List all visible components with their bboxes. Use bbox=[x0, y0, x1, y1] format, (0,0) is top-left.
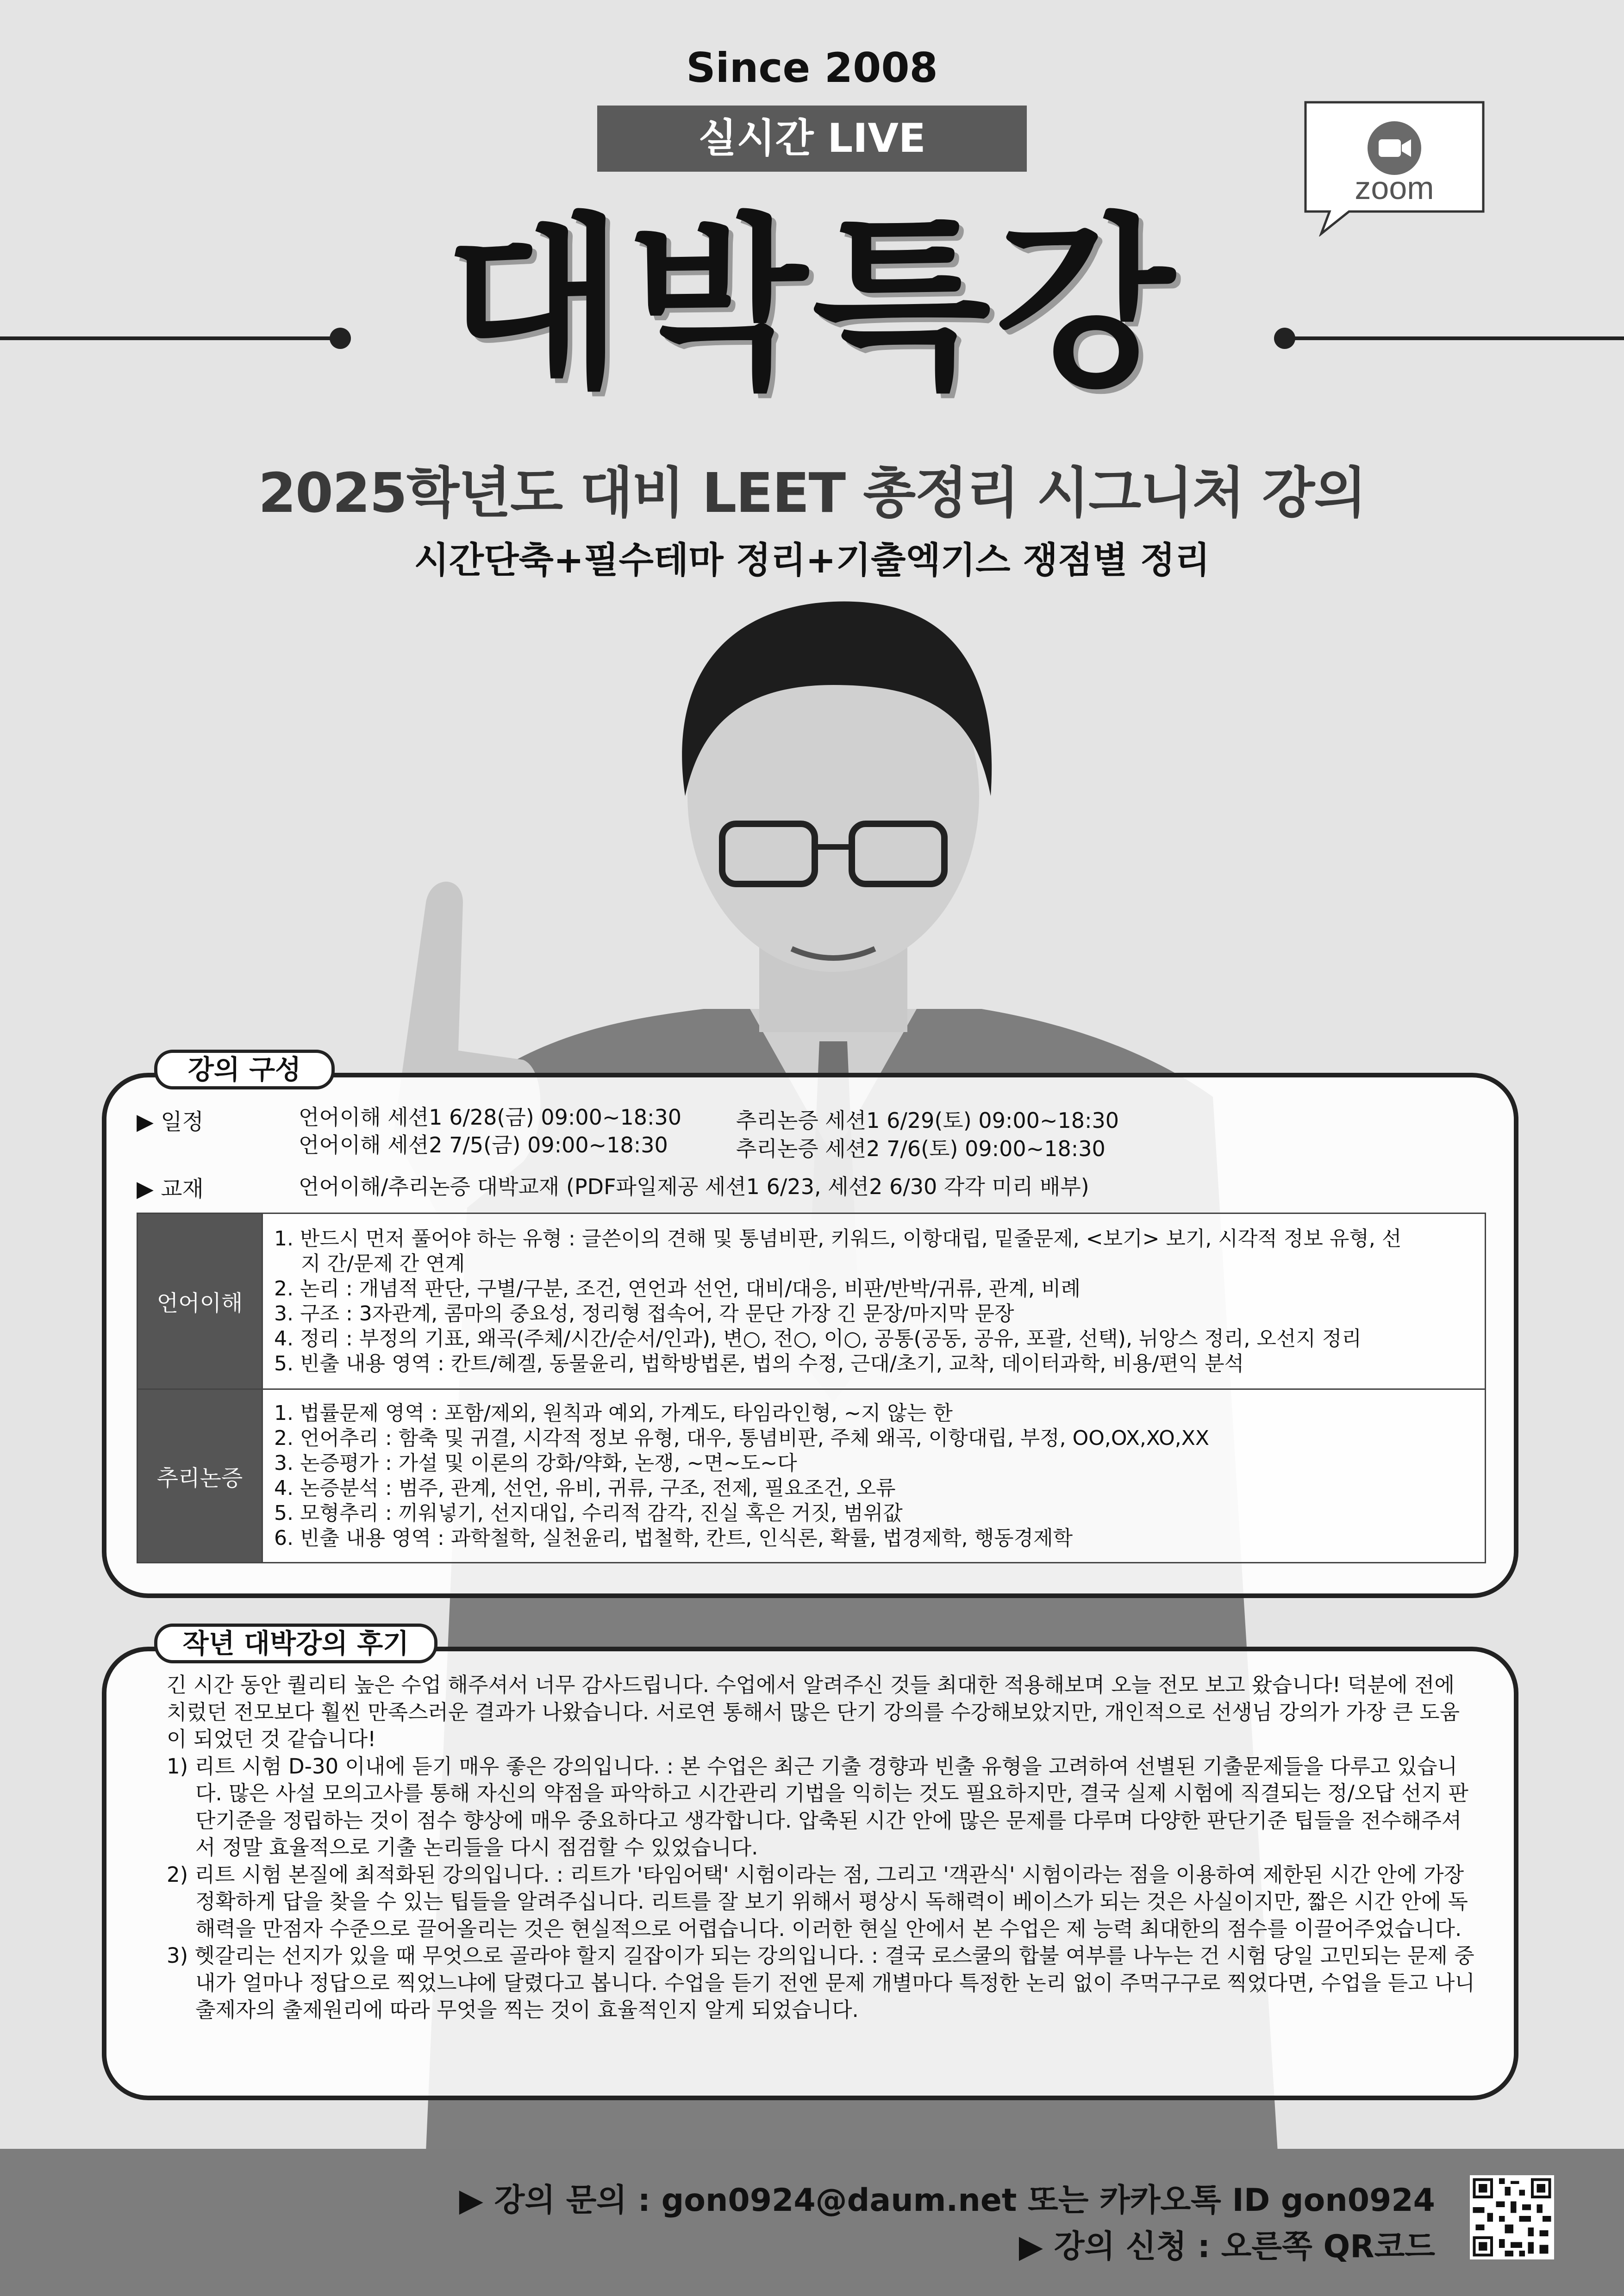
schedule-item: 추리논증 세션2 7/6(토) 09:00~18:30 bbox=[736, 1136, 1106, 1161]
apply-instruction: ▶ 강의 신청 : 오른쪽 QR코드 bbox=[1018, 2228, 1435, 2265]
review-paragraph: 1) 리트 시험 D-30 이내에 듣기 매우 좋은 강의입니다. : 본 수업은 최근 기출 경향과 빈출 유형을 고려하여 선별된 기출문제들을 다루고 있습니다. 많은 사설 모의고사를 통해 자신의 약점을 파악하고 시간관리 기법을 익히는 것도 필요하지만, 결국 실제 시험에 직결되는 정/오답 선지 판단기준을 정립하는 것이 점수 향상에 매우 중요하다고 생각합니다. 압축된 시간 안에 많은 문제를 다루며 다양한 판단기준 팁들을 전수해주셔서 정말 효율적으로 기출 논리들을 다시 점검할 수 있었습니다. bbox=[167, 1754, 1468, 1860]
category-items bbox=[262, 1389, 1486, 1563]
inquiry-contact[interactable]: ▶ 강의 문의 : gon0924@daum.net 또는 카카오톡 ID gon0924 bbox=[459, 2182, 1435, 2219]
table-row bbox=[137, 1213, 1486, 1389]
category-cell: 언어이해 bbox=[137, 1213, 262, 1389]
qr-code-icon[interactable] bbox=[1470, 2175, 1554, 2259]
review-section-tab: 작년 대박강의 후기 bbox=[154, 1624, 437, 1663]
list-item: 4. 정리 : 부정의 기표, 왜곡(주체/시간/순서/인과), 변○, 전○, 이○, 공통(공동, 공유, 포괄, 선택), 뉘앙스 정리, 오선지 정리 bbox=[274, 1326, 1362, 1350]
review-paragraph: 2) 리트 시험 본질에 최적화된 강의입니다. : 리트가 '타임어택' 시험이라는 점, 그리고 '객관식' 시험이라는 점을 이용하여 제한된 시간 안에 가장 정확하게 답을 찾을 수 있는 팁들을 알려주십니다. 리트를 잘 보기 위해서 평상시 독해력이 베이스가 되는 것은 사실이지만, 짧은 시간 안에 독해력을 만점자 수준으로 끌어올리는 것은 현실적으로 어렵습니다. 이러한 현실 안에서 본 수업은 제 능력 최대한의 점수를 이끌어주었습니다. bbox=[167, 1862, 1468, 1941]
course-tagline: 시간단축+필수테마 정리+기출엑기스 쟁점별 정리 bbox=[414, 540, 1210, 581]
course-section-tab: 강의 구성 bbox=[154, 1050, 335, 1089]
category-items bbox=[262, 1213, 1486, 1389]
list-item: 3. 논증평가 : 가설 및 이론의 강화/약화, 논쟁, ~면~도~다 bbox=[274, 1451, 797, 1475]
zoom-logo-text: zoom bbox=[1355, 170, 1434, 206]
schedule-label: ▶ 일정 bbox=[137, 1109, 204, 1135]
course-subtitle: 2025학년도 대비 LEET 총정리 시그니처 강의 bbox=[258, 461, 1366, 525]
list-item: 지 간/문제 간 연계 bbox=[301, 1251, 465, 1276]
textbook-text: 언어이해/추리논증 대박교재 (PDF파일제공 세션1 6/23, 세션2 6/30 각각 미리 배부) bbox=[299, 1174, 1089, 1199]
main-title: 대박특강 bbox=[445, 198, 1179, 413]
list-item: 1. 법률문제 영역 : 포함/제외, 원칙과 예외, 가계도, 타임라인형, ~지 않는 한 bbox=[274, 1401, 953, 1425]
list-item: 5. 모형추리 : 끼워넣기, 선지대입, 수리적 감각, 진실 혹은 거짓, 범위값 bbox=[274, 1501, 903, 1525]
list-item: 2. 논리 : 개념적 판단, 구별/구분, 조건, 연언과 선언, 대비/대응, 비판/반박/귀류, 관계, 비례 bbox=[274, 1276, 1081, 1300]
since-label: Since 2008 bbox=[686, 44, 938, 92]
schedule-item: 언어이해 세션1 6/28(금) 09:00~18:30 bbox=[299, 1105, 682, 1130]
list-item: 6. 빈출 내용 영역 : 과학철학, 실천윤리, 법철학, 칸트, 인식론, 확률, 법경제학, 행동경제학 bbox=[274, 1526, 1073, 1550]
live-badge: 실시간 LIVE bbox=[597, 106, 1027, 172]
list-item: 1. 반드시 먼저 풀어야 하는 유형 : 글쓴이의 견해 및 통념비판, 키워드, 이항대립, 밑줄문제, <보기> 보기, 시각적 정보 유형, 선 bbox=[274, 1226, 1402, 1251]
review-paragraph: 긴 시간 동안 퀄리티 높은 수업 해주셔서 너무 감사드립니다. 수업에서 알려주신 것들 최대한 적용해보며 오늘 전모 보고 왔습니다! 덕분에 전에 치렀던 전모보다 훨씬 만족스러운 결과가 나왔습니다. 서로연 통해서 많은 단기 강의를 수강해보았지만, 개인적으로 선생님 강의가 가장 큰 도움이 되었던 것 같습니다! bbox=[167, 1673, 1460, 1751]
category-cell: 추리논증 bbox=[137, 1389, 262, 1563]
review-body bbox=[167, 1672, 1477, 2024]
list-item: 4. 논증분석 : 범주, 관계, 선언, 유비, 귀류, 구조, 전제, 필요조건, 오류 bbox=[274, 1476, 896, 1500]
zoom-camera-icon bbox=[1368, 121, 1421, 175]
schedule-item: 언어이해 세션2 7/5(금) 09:00~18:30 bbox=[299, 1132, 668, 1157]
list-item: 2. 언어추리 : 함축 및 귀결, 시각적 정보 유형, 대우, 통념비판, 주체 왜곡, 이항대립, 부정, OO,OX,XO,XX bbox=[274, 1426, 1210, 1450]
schedule-item: 추리논증 세션1 6/29(토) 09:00~18:30 bbox=[736, 1108, 1119, 1133]
table-row bbox=[137, 1389, 1486, 1563]
textbook-label: ▶ 교재 bbox=[137, 1176, 204, 1202]
zoom-logo bbox=[1303, 100, 1486, 236]
list-item: 5. 빈출 내용 영역 : 칸트/헤겔, 동물윤리, 법학방법론, 법의 수정, 근대/초기, 교착, 데이터과학, 비용/편익 분석 bbox=[274, 1351, 1244, 1375]
review-paragraph: 3) 헷갈리는 선지가 있을 때 무엇으로 골라야 할지 길잡이가 되는 강의입니다. : 결국 로스쿨의 합불 여부를 나누는 건 시험 당일 고민되는 문제 중 내가 얼마나 정답으로 찍었느냐에 달렸다고 봅니다. 수업을 듣기 전엔 문제 개별마다 특정한 논리 없이 주먹구구로 찍었다면, 수업을 듣고 나니 출제자의 출제원리에 따라 무엇을 찍는 것이 효율적인지 알게 되었습니다. bbox=[167, 1943, 1475, 2022]
curriculum-table bbox=[137, 1213, 1486, 1563]
list-item: 3. 구조 : 3자관계, 콤마의 중요성, 정리형 접속어, 각 문단 가장 긴 문장/마지막 문장 bbox=[274, 1301, 1014, 1325]
